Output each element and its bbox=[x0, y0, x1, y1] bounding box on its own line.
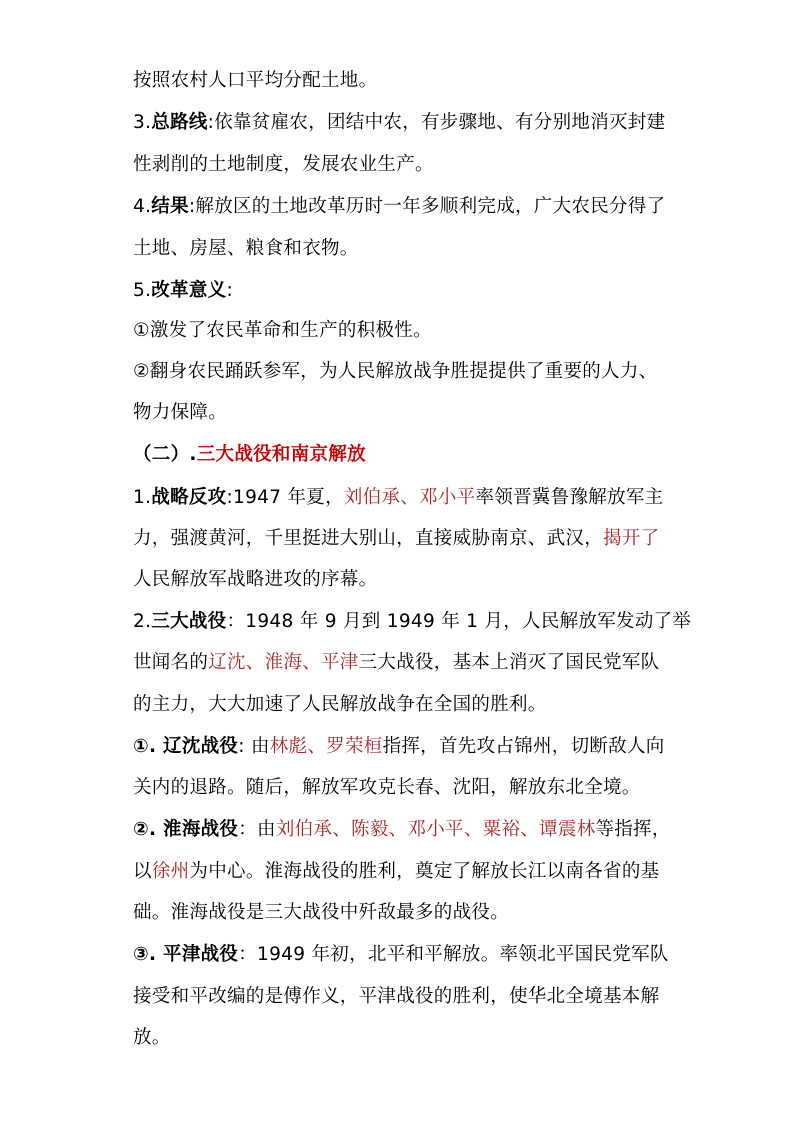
text: 力，强渡黄河，千里挺进大别山，直接威胁南京、武汉， bbox=[133, 528, 604, 549]
text: 础。淮海战役是三大战役中歼敌最多的战役。 bbox=[133, 902, 510, 923]
text: 为中心。淮海战役的胜利，奠定了解放长江以南各省的基 bbox=[189, 861, 660, 882]
text: 性剥削的土地制度，发展农业生产。 bbox=[133, 154, 434, 175]
text-line-4 bbox=[133, 186, 773, 228]
text: ：由 bbox=[238, 819, 276, 840]
text-line-9 bbox=[133, 392, 773, 434]
text-line-5 bbox=[133, 228, 773, 270]
text-line-14 bbox=[133, 601, 773, 643]
item-keyword: ③. 平津战役 bbox=[133, 944, 239, 965]
highlight-text: 徐州 bbox=[151, 861, 190, 882]
text-line-8 bbox=[133, 351, 773, 393]
highlight-text: 辽沈、淮海、平津 bbox=[208, 652, 359, 673]
text: :解放区的土地改革历时一年多顺利完成，广大农民分得了 bbox=[188, 196, 666, 217]
text: 率领晋冀鲁豫解放军主 bbox=[475, 487, 664, 508]
text: ②翻身农民踊跃参军，为人民解放战争胜提提供了重要的人力、 bbox=[133, 361, 658, 382]
text: 按照农村人口平均分配土地。 bbox=[133, 70, 378, 91]
section-heading bbox=[133, 434, 773, 476]
text-line-3 bbox=[133, 144, 773, 186]
highlight-text: 刘伯承、邓小平 bbox=[343, 487, 476, 508]
text: :1947 年夏， bbox=[226, 487, 344, 508]
text: 物力保障。 bbox=[133, 402, 228, 423]
text-line-2 bbox=[133, 102, 773, 144]
text-line-12 bbox=[133, 518, 773, 560]
section-title: 三大战役和南京解放 bbox=[196, 444, 366, 465]
item-keyword: 改革意义 bbox=[151, 280, 227, 301]
text: 接受和平改编的是傅作义，平津战役的胜利，使华北全境基本解 bbox=[133, 986, 660, 1007]
item-number: 4. bbox=[133, 196, 152, 217]
text: 三大战役，基本上消灭了国民党军队 bbox=[358, 652, 660, 673]
text: : 由 bbox=[238, 736, 270, 757]
text: 关内的退路。随后，解放军攻克长春、沈阳，解放东北全境。 bbox=[133, 777, 641, 798]
item-number: 2. bbox=[133, 611, 152, 632]
item-number: 3. bbox=[133, 112, 152, 133]
text-line-23 bbox=[133, 976, 773, 1018]
text: 土地、房屋、粮食和衣物。 bbox=[133, 238, 359, 259]
text-line-24 bbox=[133, 1017, 773, 1059]
text: 人民解放军战略进攻的序幕。 bbox=[133, 569, 378, 590]
text: ：1949 年初，北平和平解放。率领北平国民党军队 bbox=[238, 944, 669, 965]
text-line-13 bbox=[133, 559, 773, 601]
text-line-15 bbox=[133, 642, 773, 684]
section-number: （二）. bbox=[133, 444, 197, 465]
text-line-11 bbox=[133, 477, 773, 519]
highlight-text: 林彪、罗荣桓 bbox=[269, 736, 383, 757]
text-line-1 bbox=[133, 60, 773, 102]
text: 指挥，首先攻占锦州，切断敌人向 bbox=[382, 736, 665, 757]
text: : bbox=[226, 280, 234, 301]
text-line-22 bbox=[133, 934, 773, 976]
text: 等指挥， bbox=[595, 819, 671, 840]
text-line-21 bbox=[133, 892, 773, 934]
text: 放。 bbox=[133, 1027, 171, 1048]
text-line-18 bbox=[133, 767, 773, 809]
text-line-16 bbox=[133, 684, 773, 726]
item-keyword: ②. 淮海战役 bbox=[133, 819, 239, 840]
text-line-7 bbox=[133, 310, 773, 352]
item-keyword: ①. 辽沈战役 bbox=[133, 736, 239, 757]
highlight-text: 刘伯承、陈毅、邓小平、粟裕、谭震林 bbox=[275, 819, 596, 840]
text-line-17 bbox=[133, 726, 773, 768]
item-number: 1. bbox=[133, 487, 152, 508]
text-line-19 bbox=[133, 809, 773, 851]
text: 以 bbox=[133, 861, 152, 882]
text-line-20 bbox=[133, 851, 773, 893]
highlight-text: 揭开了 bbox=[603, 528, 660, 549]
item-keyword: 结果 bbox=[151, 196, 189, 217]
item-number: 5. bbox=[133, 280, 152, 301]
text: 的主力，大大加速了人民解放战争在全国的胜利。 bbox=[133, 694, 547, 715]
text-line-6 bbox=[133, 270, 773, 312]
text: ：1948 年 9 月到 1949 年 1 月，人民解放军发动了举 bbox=[226, 611, 692, 632]
text: :依靠贫雇农，团结中农，有步骤地、有分别地消灭封建 bbox=[207, 112, 666, 133]
item-keyword: 总路线 bbox=[151, 112, 208, 133]
text: ①激发了农民革命和生产的积极性。 bbox=[133, 320, 432, 341]
item-keyword: 战略反攻 bbox=[151, 487, 227, 508]
item-keyword: 三大战役 bbox=[151, 611, 227, 632]
text: 世闻名的 bbox=[133, 652, 209, 673]
